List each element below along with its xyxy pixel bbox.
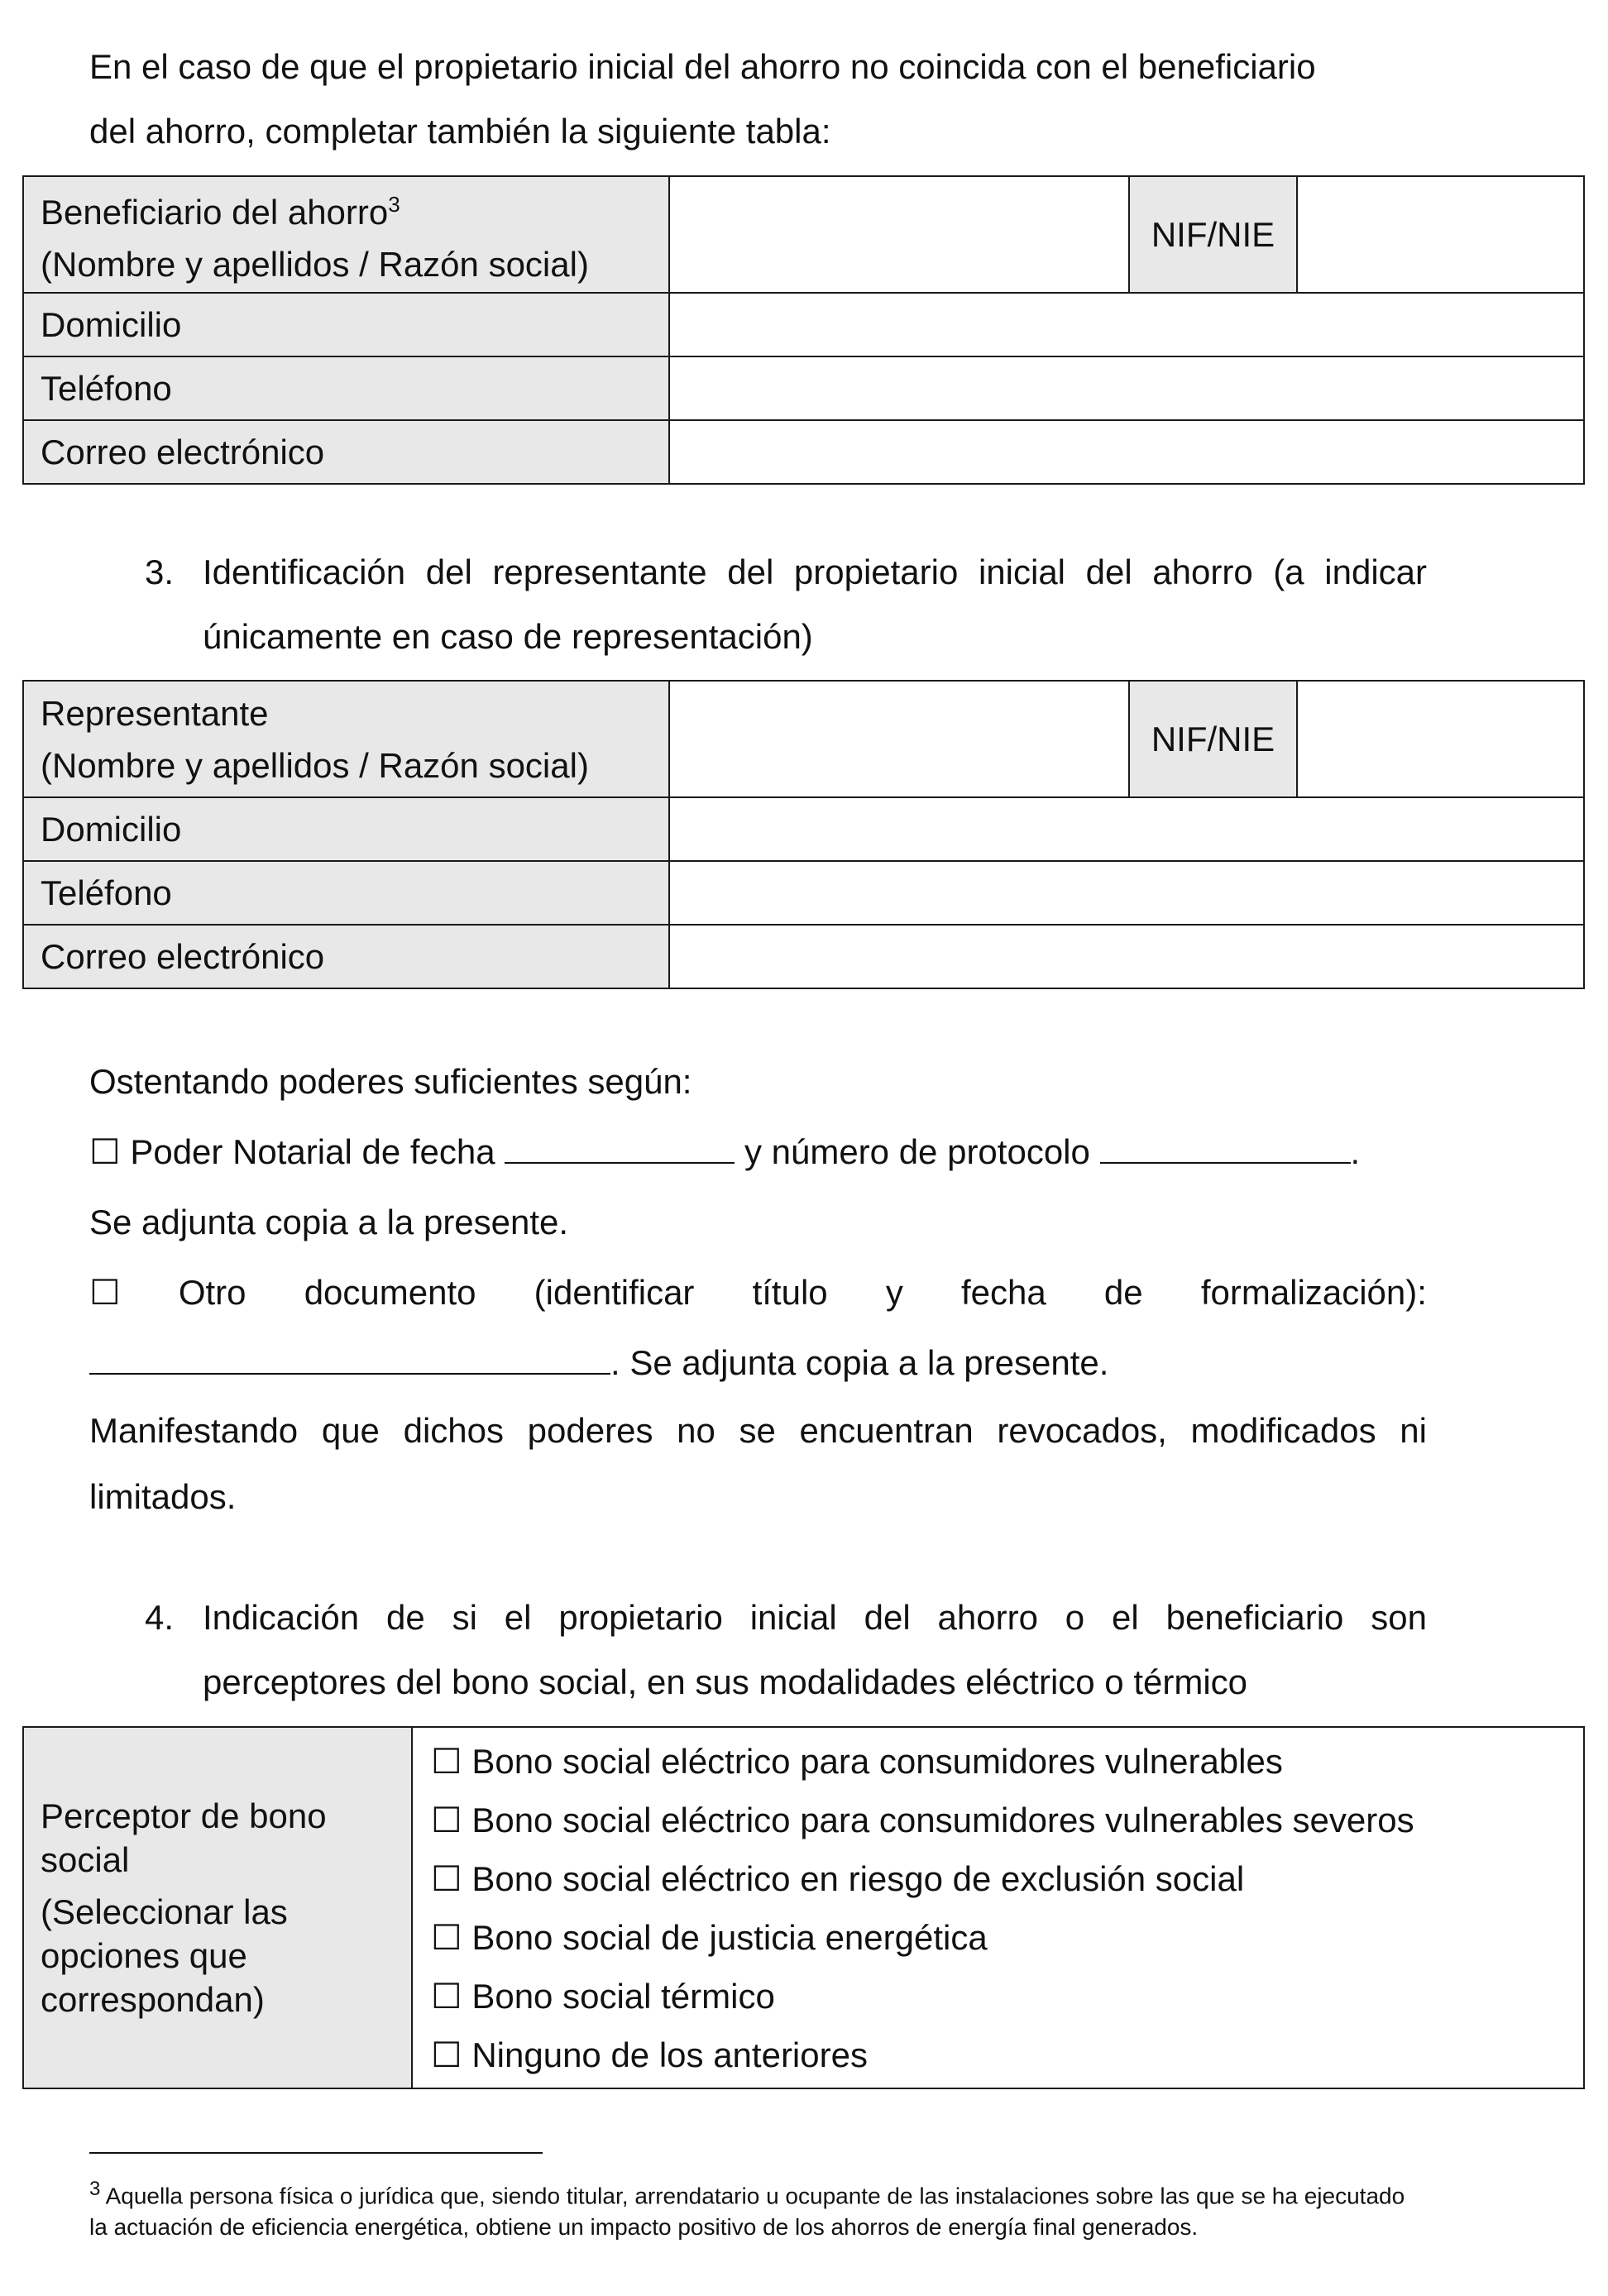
footnote-separator xyxy=(89,2152,543,2154)
representative-address-field[interactable] xyxy=(669,797,1584,861)
checkbox[interactable]: ☐ xyxy=(431,1741,462,1781)
beneficiary-address-row xyxy=(23,293,1584,356)
beneficiary-name-label: Beneficiario del ahorro$^3$ (Nombre y apellidos / Razón social) xyxy=(23,176,669,293)
representative-email-field[interactable] xyxy=(669,925,1584,988)
section-4-line-2: perceptores del bono social, en sus modalidades eléctrico o térmico xyxy=(203,1662,1248,1701)
beneficiary-name-row xyxy=(23,176,1584,293)
representative-nif-label: NIF/NIE xyxy=(1129,681,1297,797)
beneficiary-phone-label: Teléfono xyxy=(23,356,669,420)
footnote xyxy=(89,2174,1427,2243)
option-ninguno[interactable]: ☐ Ninguno de los anteriores xyxy=(431,2035,868,2074)
section-3-line-2: únicamente en caso de representación) xyxy=(203,617,813,656)
beneficiary-email-label: Correo electrónico xyxy=(23,420,669,484)
other-document-checkbox[interactable]: ☐ xyxy=(89,1273,121,1312)
protocol-number-blank[interactable] xyxy=(1100,1131,1351,1164)
beneficiary-nif-field[interactable] xyxy=(1297,176,1584,293)
section-3-number: 3. xyxy=(145,552,175,591)
social-bonus-label: Perceptor de bono social (Seleccionar las opciones que correspondan) xyxy=(23,1727,412,2088)
option-vulnerables[interactable]: ☐ Bono social eléctrico para consumidores vulnerables xyxy=(431,1741,1283,1781)
checkbox[interactable]: ☐ xyxy=(431,2035,462,2074)
beneficiary-table xyxy=(22,175,1585,485)
other-word-7: de xyxy=(1103,1273,1143,1312)
intro-line-1: En el caso de que el propietario inicial del ahorro no coincida con el beneficiario xyxy=(89,47,1316,86)
intro-line-2: del ahorro, completar también la siguiente tabla: xyxy=(89,112,831,151)
other-word-5: y xyxy=(885,1273,903,1312)
beneficiary-address-label: Domicilio xyxy=(23,293,669,356)
other-document-blank-line xyxy=(89,1327,1427,1398)
powers-section xyxy=(89,1046,1427,1530)
representative-table xyxy=(22,680,1585,989)
footnote-text: Aquella persona física o jurídica que, siendo titular, arrendatario u ocupante de las instalaciones sobre las que se ha ejecutado la actuación de eficiencia energética, obtiene un impacto positivo de los ahorros de energía final generados. xyxy=(89,2183,1405,2241)
beneficiary-nif-label: NIF/NIE xyxy=(1129,176,1297,293)
representative-address-label: Domicilio xyxy=(23,797,669,861)
representative-name-label: Representante (Nombre y apellidos / Razón social) xyxy=(23,681,669,797)
footnote-ref-3: 3 xyxy=(388,192,400,217)
other-word-4: título xyxy=(752,1273,828,1312)
representative-nif-field[interactable] xyxy=(1297,681,1584,797)
copy-note: Se adjunta copia a la presente. xyxy=(89,1203,569,1241)
checkbox[interactable]: ☐ xyxy=(431,1800,462,1839)
notarial-power-label: Poder Notarial de fecha xyxy=(130,1132,495,1171)
representative-name-row xyxy=(23,681,1584,797)
other-document-blank[interactable] xyxy=(89,1342,610,1375)
other-word-1: Otro xyxy=(178,1273,246,1312)
beneficiary-phone-row xyxy=(23,356,1584,420)
checkbox[interactable]: ☐ xyxy=(431,1976,462,2016)
notarial-power-line xyxy=(89,1117,1427,1187)
section-4-number: 4. xyxy=(145,1598,175,1637)
section-3-heading xyxy=(145,540,1427,669)
section-3-line-1: Identificación del representante del propietario inicial del ahorro (a indicar xyxy=(203,552,1427,591)
option-justicia-energetica[interactable]: ☐ Bono social de justicia energética xyxy=(431,1917,988,1957)
notarial-date-blank[interactable] xyxy=(505,1131,735,1164)
manifest-line-2: limitados. xyxy=(89,1477,237,1516)
footnote-marker: 3 xyxy=(89,2178,101,2200)
beneficiary-address-field[interactable] xyxy=(669,293,1584,356)
representative-email-label: Correo electrónico xyxy=(23,925,669,988)
checkbox[interactable]: ☐ xyxy=(431,1858,462,1898)
intro-paragraph xyxy=(89,35,1427,164)
notarial-power-checkbox[interactable]: ☐ xyxy=(89,1132,121,1171)
manifest-line-1: Manifestando que dichos poderes no se encuentran revocados, modificados ni xyxy=(89,1411,1427,1450)
other-word-8: formalización): xyxy=(1200,1273,1427,1312)
beneficiary-name-field[interactable] xyxy=(669,176,1129,293)
other-word-6: fecha xyxy=(961,1273,1046,1312)
representative-phone-field[interactable] xyxy=(669,861,1584,925)
beneficiary-phone-field[interactable] xyxy=(669,356,1584,420)
social-bonus-row xyxy=(23,1727,1584,2088)
other-word-3: (identificar xyxy=(534,1273,695,1312)
protocol-number-label: y número de protocolo xyxy=(744,1132,1090,1171)
social-bonus-table xyxy=(22,1726,1585,2089)
representative-name-field[interactable] xyxy=(669,681,1129,797)
social-bonus-options xyxy=(412,1727,1584,2088)
notarial-line-end: . xyxy=(1350,1132,1361,1171)
other-document-tail: . Se adjunta copia a la presente. xyxy=(610,1343,1109,1382)
option-vulnerables-severos[interactable]: ☐ Bono social eléctrico para consumidores vulnerables severos xyxy=(431,1800,1414,1839)
beneficiary-email-field[interactable] xyxy=(669,420,1584,484)
representative-phone-label: Teléfono xyxy=(23,861,669,925)
representative-phone-row xyxy=(23,861,1584,925)
beneficiary-email-row xyxy=(23,420,1584,484)
section-4-heading xyxy=(145,1586,1427,1715)
representative-email-row xyxy=(23,925,1584,988)
powers-intro: Ostentando poderes suficientes según: xyxy=(89,1062,692,1101)
option-termico[interactable]: ☐ Bono social térmico xyxy=(431,1976,775,2016)
other-word-2: documento xyxy=(304,1273,476,1312)
representative-address-row xyxy=(23,797,1584,861)
checkbox[interactable]: ☐ xyxy=(431,1917,462,1957)
option-riesgo-exclusion[interactable]: ☐ Bono social eléctrico en riesgo de exclusión social xyxy=(431,1858,1245,1898)
section-4-line-1: Indicación de si el propietario inicial del ahorro o el beneficiario son xyxy=(203,1598,1427,1637)
other-document-line xyxy=(89,1257,1427,1327)
